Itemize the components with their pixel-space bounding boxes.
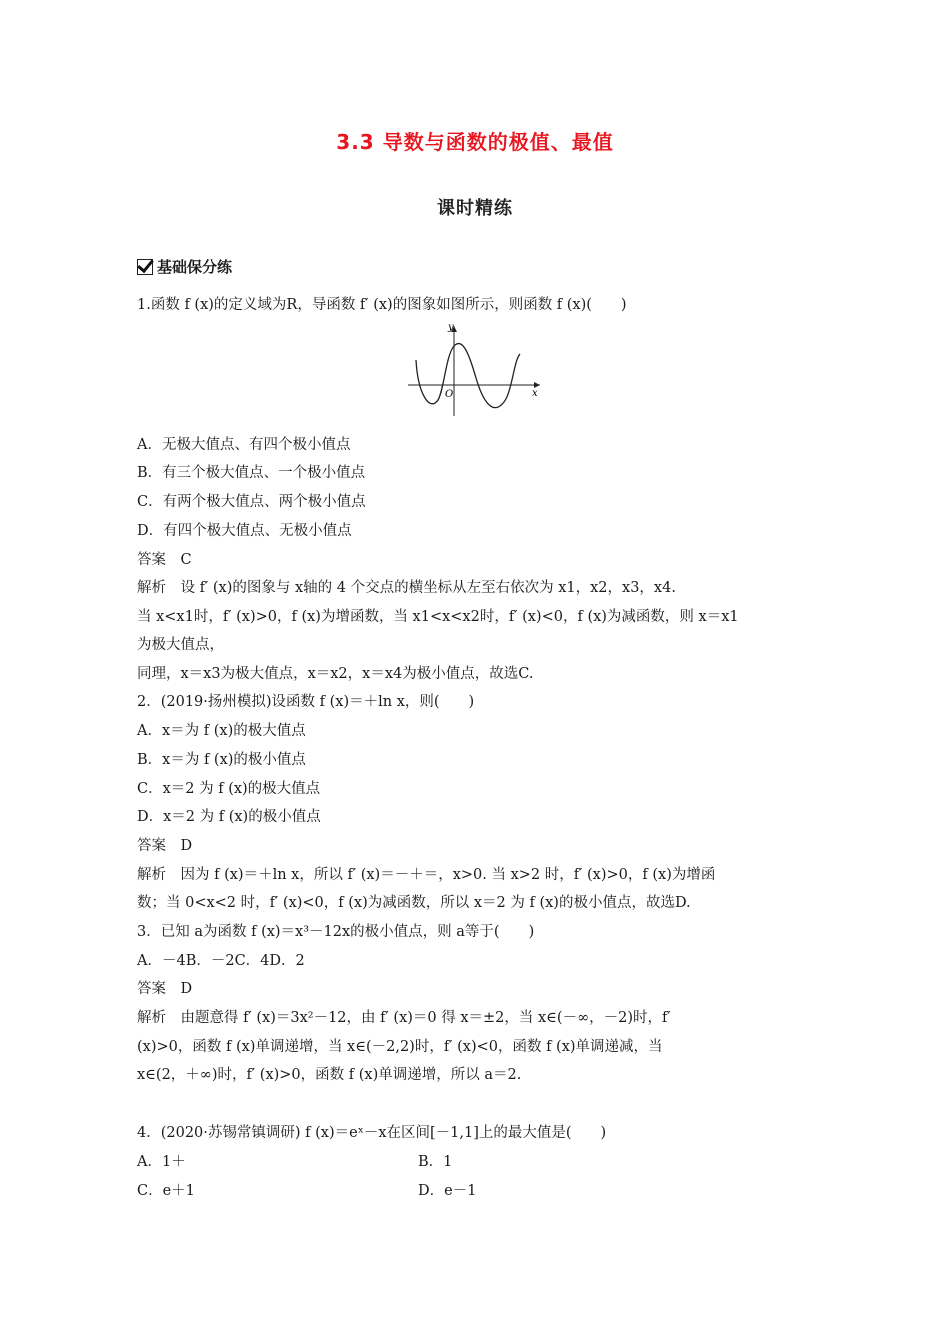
q2-answer: 答案 D — [137, 838, 193, 854]
section-heading — [137, 256, 232, 277]
curve — [416, 344, 520, 408]
q1-stem: 1.函数 f (x)的定义域为R，导函数 f′ (x)的图象如图所示，则函数 f (x)( ) — [137, 297, 627, 313]
q1-analysis-line2: 当 x<x1时，f′ (x)>0，f (x)为增函数，当 x1<x<x2时，f′ (x)<0，f (x)为减函数，则 x＝x1 — [137, 609, 739, 625]
q2-stem: 2．(2019·扬州模拟)设函数 f (x)＝＋ln x，则( ) — [137, 694, 475, 710]
q1-option-a: A．无极大值点、有四个极小值点 — [137, 437, 351, 453]
q4-stem: 4．(2020·苏锡常镇调研) f (x)＝eˣ－x在区间[－1,1]上的最大值是( ) — [137, 1125, 607, 1141]
q3-stem: 3．已知 a为函数 f (x)＝x³－12x的极小值点，则 a等于( ) — [137, 924, 535, 940]
q2-option-d: D．x＝2 为 f (x)的极小值点 — [137, 809, 321, 825]
q1-analysis-line4: 同理，x＝x3为极大值点，x＝x2，x＝x4为极小值点，故选C. — [137, 666, 534, 682]
y-label: y — [448, 322, 454, 333]
q1-analysis-line1: 解析 设 f′ (x)的图象与 x轴的 4 个交点的横坐标从左至右依次为 x1，x2，x3，x4. — [137, 580, 676, 596]
q3-options: A．－4B．－2C．4D．2 — [137, 953, 305, 969]
q2-analysis-line1: 解析 因为 f (x)＝＋ln x，所以 f′ (x)＝－＋＝，x>0. 当 x>2 时，f′ (x)>0，f (x)为增函 — [137, 867, 716, 883]
q3-analysis-line1: 解析 由题意得 f′ (x)＝3x²－12，由 f′ (x)＝0 得 x＝±2，当 x∈(－∞，－2)时，f′ — [137, 1010, 671, 1026]
q2-option-c: C．x＝2 为 f (x)的极大值点 — [137, 781, 321, 797]
q3-analysis-line3: x∈(2，＋∞)时，f′ (x)>0，函数 f (x)单调递增，所以 a＝2. — [137, 1067, 522, 1083]
q3-answer: 答案 D — [137, 981, 193, 997]
q1-option-d: D．有四个极大值点、无极小值点 — [137, 523, 352, 539]
q1-option-c: C．有两个极大值点、两个极小值点 — [137, 494, 366, 510]
q2-analysis-line2: 数；当 0<x<2 时，f′ (x)<0，f (x)为减函数，所以 x＝2 为 f (x)的极小值点，故选D. — [137, 895, 691, 911]
q2-option-b: B．x＝为 f (x)的极小值点 — [137, 752, 306, 768]
q4-option-d: D．e－1 — [418, 1183, 477, 1199]
q1-option-b: B．有三个极大值点、一个极小值点 — [137, 465, 366, 481]
q4-option-b: B．1 — [418, 1154, 453, 1170]
x-label: x — [532, 388, 538, 399]
q4-option-c: C．e＋1 — [137, 1183, 195, 1199]
derivative-graph — [408, 320, 544, 418]
page-title: 3.3 导数与函数的极值、最值 — [336, 130, 614, 154]
q4-option-a: A．1＋ — [137, 1154, 186, 1170]
q2-option-a: A．x＝为 f (x)的极大值点 — [137, 723, 306, 739]
checkbox-icon — [137, 259, 153, 275]
section-label: 基础保分练 — [157, 258, 233, 276]
q3-analysis-line2: (x)>0，函数 f (x)单调递增，当 x∈(－2,2)时，f′ (x)<0，函数 f (x)单调递减，当 — [137, 1039, 663, 1055]
origin-label: O — [445, 389, 454, 400]
q1-answer: 答案 C — [137, 552, 192, 568]
q1-analysis-line3: 为极大值点， — [137, 637, 224, 653]
page-subtitle: 课时精练 — [437, 198, 513, 219]
